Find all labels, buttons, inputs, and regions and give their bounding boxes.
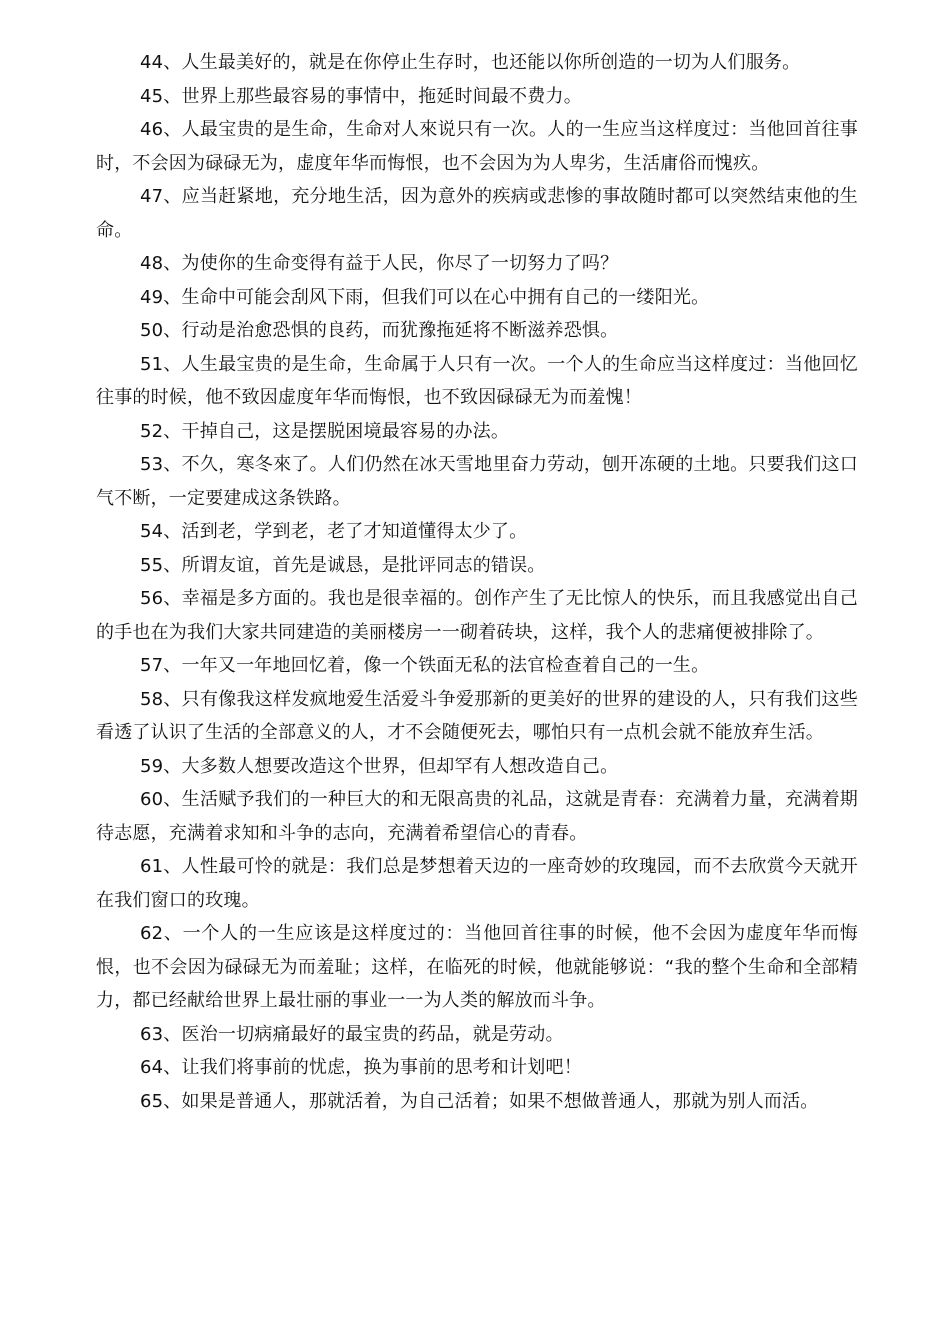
paragraph-64: 64、让我们将事前的忧虑，换为事前的思考和计划吧！: [140, 1057, 582, 1078]
document-body: [96, 46, 858, 1118]
paragraph-48: 48、为使你的生命变得有益于人民，你尽了一切努力了吗？: [140, 253, 619, 274]
paragraph-57: 57、一年又一年地回忆着，像一个铁面无私的法官检查着自己的一生。: [140, 655, 710, 676]
paragraph-53: 53、不久，寒冬來了。人们仍然在冰天雪地里奋力劳动，刨开冻硬的土地。只要我们这口气不断，一定要建成这条铁路。: [96, 454, 858, 509]
paragraph-45: 45、世界上那些最容易的事情中，拖延时间最不费力。: [140, 85, 582, 107]
paragraph-65: 65、如果是普通人，那就活着，为自己活着；如果不想做普通人，那就为别人而活。: [140, 1090, 819, 1112]
paragraph-51: 51、人生最宝贵的是生命，生命属于人只有一次。一个人的生命应当这样度过：当他回忆往事的时候，他不致因虚度年华而悔恨，也不致因碌碌无为而羞愧！: [96, 353, 858, 408]
paragraph-55: 55、所谓友谊，首先是诚恳，是批评同志的错误。: [140, 554, 546, 576]
paragraph-50: 50、行动是治愈恐惧的良药，而犹豫拖延将不断滋养恐惧。: [140, 320, 619, 341]
paragraph-44: 44、人生最美好的，就是在你停止生存时，也还能以你所创造的一切为人们服务。: [140, 52, 801, 73]
paragraph-56: 56、幸福是多方面的。我也是很幸福的。创作产生了无比惊人的快乐，而且我感觉出自己的手也在为我们大家共同建造的美丽楼房一一砌着砖块，这样，我个人的悲痛便被排除了。: [96, 588, 858, 643]
paragraph-61: 61、人性最可怜的就是：我们总是梦想着天边的一座奇妙的玫瑰园，而不去欣赏今天就开在我们窗口的玫瑰。: [96, 856, 858, 911]
paragraph-46: 46、人最宝贵的是生命，生命对人來说只有一次。人的一生应当这样度过：当他回首往事时，不会因为碌碌无为，虚度年华而悔恨，也不会因为为人卑劣，生活庸俗而愧疚。: [96, 119, 858, 174]
paragraph-63: 63、医治一切病痛最好的最宝贵的药品，就是劳动。: [140, 1023, 564, 1045]
paragraph-58: 58、只有像我这样发疯地爱生活爱斗争爱那新的更美好的世界的建设的人，只有我们这些看透了认识了生活的全部意义的人，才不会随便死去，哪怕只有一点机会就不能放弃生活。: [96, 688, 858, 743]
paragraph-60: 60、生活赋予我们的一种巨大的和无限高贵的礼品，这就是青春：充满着力量，充满着期待志愿，充满着求知和斗争的志向，充满着希望信心的青春。: [96, 789, 858, 844]
paragraph-47: 47、应当赶紧地，充分地生活，因为意外的疾病或悲惨的事故随时都可以突然结束他的生命。: [96, 186, 858, 241]
paragraph-52: 52、干掉自己，这是摆脱困境最容易的办法。: [140, 420, 510, 442]
paragraph-62: 62、一个人的一生应该是这样度过的：当他回首往事的时候，他不会因为虚度年华而悔恨，也不会因为碌碌无为而羞耻；这样，在临死的时候，他就能够说：“我的整个生命和全部精力，都已经献给世界上最壮丽的事业一一为人类的解放而斗争。: [96, 923, 858, 1011]
paragraph-49: 49、生命中可能会刮风下雨，但我们可以在心中拥有自己的一缕阳光。: [140, 286, 710, 308]
paragraph-59: 59、大多数人想要改造这个世界，但却罕有人想改造自己。: [140, 755, 619, 777]
paragraph-54: 54、活到老，学到老，老了才知道懂得太少了。: [140, 521, 528, 542]
